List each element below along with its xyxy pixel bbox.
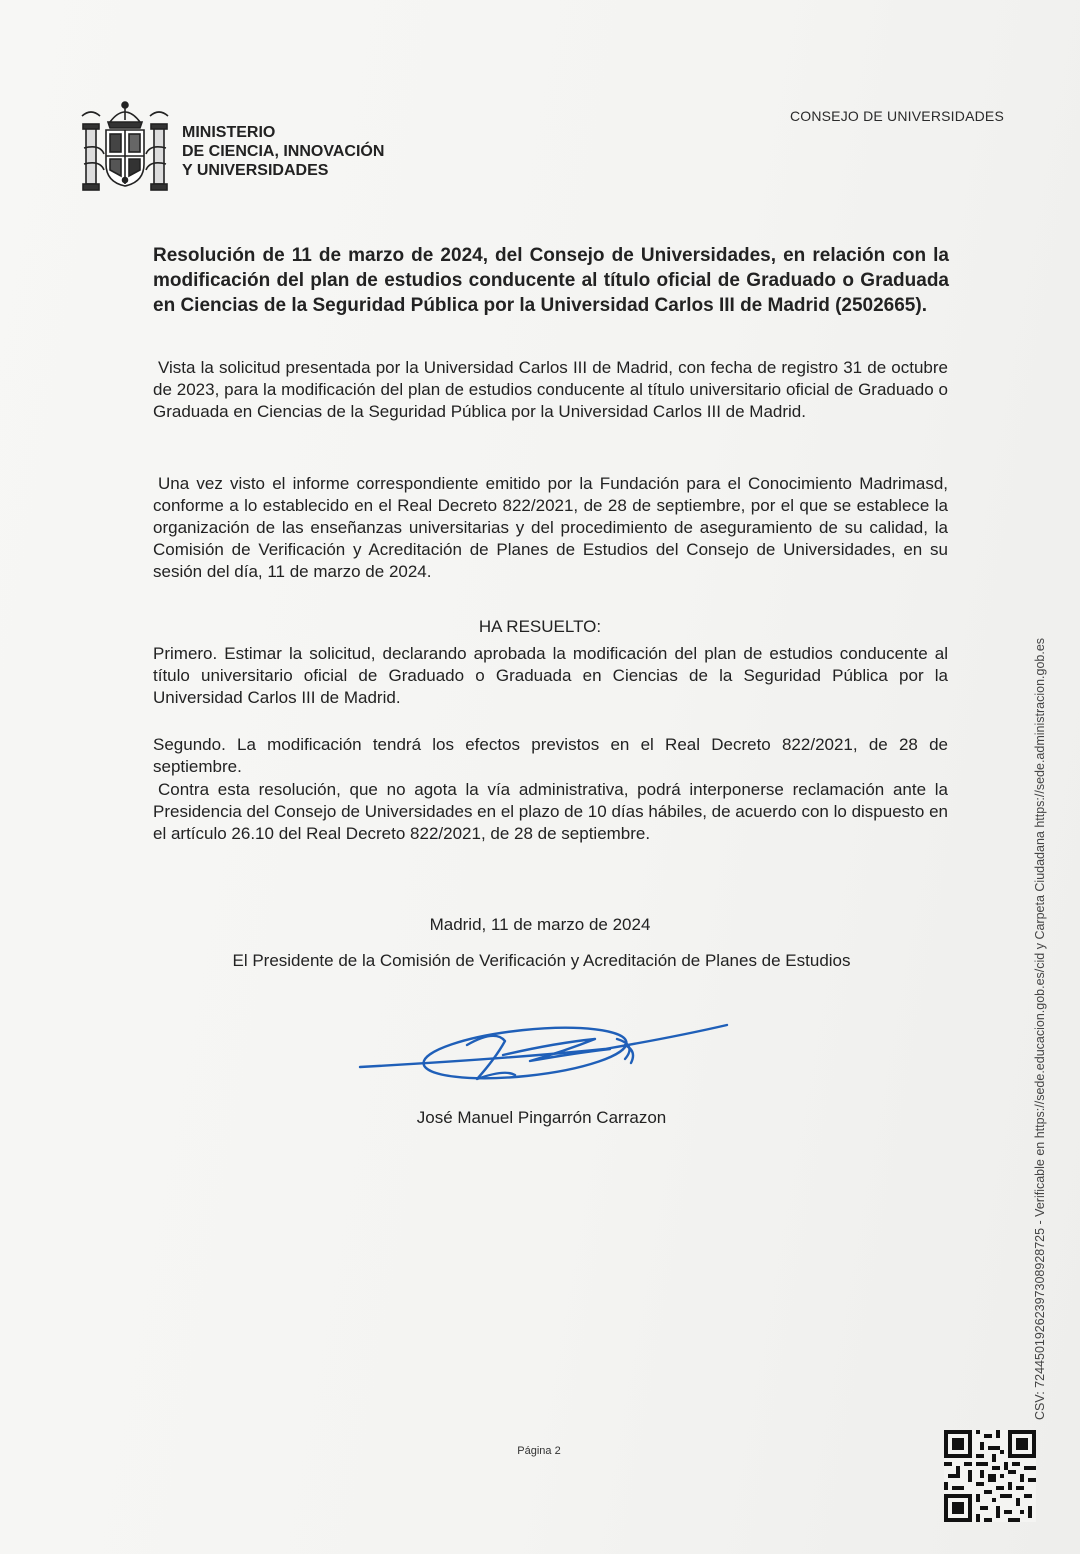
paragraph-vista: Vista la solicitud presentada por la Universidad Carlos III de Madrid, con fecha de registro 31 de octubre de 2023, para la modificación del plan de estudios conducente al título universitario oficial de Graduado o Graduada en Ciencias de la Seguridad Pública por la Universidad Carlos III de Madrid. <box>153 358 948 421</box>
ministry-line-3: Y UNIVERSIDADES <box>182 162 329 179</box>
qr-code-icon <box>944 1430 1036 1522</box>
paragraph-segundo: Segundo. La modificación tendrá los efectos previstos en el Real Decreto 822/2021, de 28 de septiembre. <box>153 735 948 776</box>
ministry-line-2: DE CIENCIA, INNOVACIÓN <box>182 143 385 160</box>
coat-of-arms-icon <box>80 98 170 196</box>
signer-role: El Presidente de la Comisión de Verificación y Acreditación de Planes de Estudios <box>232 951 851 970</box>
signature-icon <box>355 1015 735 1095</box>
council-header: CONSEJO DE UNIVERSIDADES <box>789 108 1004 124</box>
paragraph-primero: Primero. Estimar la solicitud, declarando aprobada la modificación del plan de estudios conducente al título universitario oficial de Graduado o Graduada en Ciencias de la Seguridad Pública por la Universidad Carlos III de Madrid. <box>153 644 948 707</box>
resolution-title: Resolución de 11 de marzo de 2024, del Consejo de Universidades, en relación con la modificación del plan de estudios conducente al título oficial de Graduado o Graduada en Ciencias de la Seguridad Pública por la Universidad Carlos III de Madrid (2502665). <box>153 245 949 316</box>
csv-verification-text: CSV: 72445019262397308928725 - Verificable en https://sede.educacion.gob.es/cid y Carpeta Ciudadana https://sede.administracion.gob.es <box>1033 637 1047 1420</box>
ha-resuelto-heading: HA RESUELTO: <box>478 617 602 636</box>
ministry-line-1: MINISTERIO <box>182 124 276 141</box>
page-number: Página 2 <box>517 1445 561 1457</box>
signer-name: José Manuel Pingarrón Carrazon <box>416 1108 667 1127</box>
paragraph-reclamacion: Contra esta resolución, que no agota la vía administrativa, podrá interponerse reclamación ante la Presidencia del Consejo de Universidades en el plazo de 10 días hábiles, de acuerdo con lo dispuesto en el artículo 26.10 del Real Decreto 822/2021, de 28 de septiembre. <box>153 780 948 843</box>
paragraph-informe: Una vez visto el informe correspondiente emitido por la Fundación para el Conocimiento Madrimasd, conforme a lo establecido en el Real Decreto 822/2021, de 28 de septiembre, por el que se establece la organización de las enseñanzas universitarias y del procedimiento de aseguramiento de su calidad, la Comisión de Verificación y Acreditación de Planes de Estudios del Consejo de Universidades, en su sesión del día, 11 de marzo de 2024. <box>153 474 948 581</box>
ministry-name <box>182 123 384 180</box>
place-date: Madrid, 11 de marzo de 2024 <box>429 915 651 934</box>
